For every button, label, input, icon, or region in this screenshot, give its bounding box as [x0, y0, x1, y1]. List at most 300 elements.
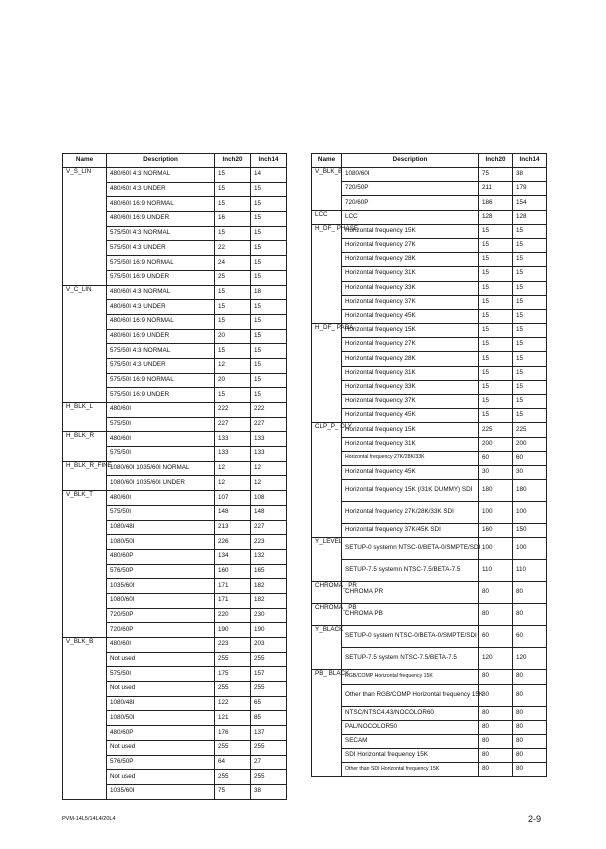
description-cell: Other than RGB/COMP Horizontal frequency 15K	[342, 684, 479, 706]
inch20-value: 128	[479, 210, 513, 224]
description-cell: 1035/60I	[107, 579, 215, 594]
table-row	[312, 182, 547, 196]
description-cell: 480/60I	[107, 491, 215, 506]
inch20-value: 176	[215, 726, 251, 741]
header-inch14: Inch14	[251, 154, 287, 168]
description-cell: Not used	[107, 652, 215, 667]
description-cell: 480/60I 4:3 NORMAL	[107, 168, 215, 183]
description-cell: 480/60I 16:9 UNDER	[107, 212, 215, 227]
inch14-value: 222	[251, 403, 287, 418]
description-cell: 1080/60I	[107, 593, 215, 608]
inch14-value: 14	[251, 168, 287, 183]
description-cell: 480/60I 4:3 UNDER	[107, 300, 215, 315]
description-cell: Horizontal frequency 28K	[342, 352, 479, 366]
table-row	[312, 224, 547, 238]
inch20-value: 15	[215, 197, 251, 212]
inch20-value: 200	[479, 437, 513, 451]
inch20-value: 60	[479, 451, 513, 465]
inch20-value: 80	[479, 604, 513, 626]
description-cell: 1080/60I	[342, 168, 479, 182]
inch20-value: 80	[479, 670, 513, 684]
description-cell: Other than SDI Horizontal frequency 15K	[342, 763, 479, 777]
inch20-value: 15	[479, 224, 513, 238]
inch14-value: 150	[513, 524, 547, 538]
description-cell: SETUP-7.5 system NTSC-7.5/BETA-7.5	[342, 648, 479, 670]
inch20-value: 107	[215, 491, 251, 506]
inch20-value: 75	[479, 168, 513, 182]
footer-model: PVM-14L5/14L4/20L4	[62, 816, 116, 822]
table-row	[312, 684, 547, 706]
inch14-value: 148	[251, 505, 287, 520]
inch20-value: 220	[215, 608, 251, 623]
table-row	[312, 734, 547, 748]
inch14-value: 15	[251, 241, 287, 256]
description-cell: 575/50I 16:9 UNDER	[107, 388, 215, 403]
inch20-value: 15	[479, 338, 513, 352]
inch14-value: 15	[251, 270, 287, 285]
description-cell: 575/50I 16:9 NORMAL	[107, 373, 215, 388]
inch14-value: 65	[251, 696, 287, 711]
inch20-value: 190	[215, 623, 251, 638]
inch14-value: 30	[513, 465, 547, 479]
inch14-value: 60	[513, 451, 547, 465]
table-row	[312, 238, 547, 252]
inch14-value: 15	[251, 388, 287, 403]
inch20-value: 15	[479, 267, 513, 281]
description-cell: 1080/48I	[107, 696, 215, 711]
description-cell: CHROMA PR	[342, 582, 479, 604]
description-cell: Horizontal frequency 15K	[342, 324, 479, 338]
description-cell: Not used	[107, 682, 215, 697]
inch14-value: 80	[513, 706, 547, 720]
description-cell: PAL/NOCOLOR50	[342, 720, 479, 734]
description-cell: Not used	[107, 740, 215, 755]
inch20-value: 110	[479, 560, 513, 582]
table-row	[312, 538, 547, 560]
inch20-value: 15	[215, 168, 251, 183]
description-cell: 480/60P	[107, 726, 215, 741]
description-cell: 480/60P	[107, 549, 215, 564]
inch14-value: 255	[251, 682, 287, 697]
table-row	[312, 352, 547, 366]
description-cell: 480/60I	[107, 403, 215, 418]
inch20-value: 255	[215, 652, 251, 667]
table-row	[63, 168, 287, 183]
inch14-value: 15	[513, 267, 547, 281]
inch14-value: 80	[513, 763, 547, 777]
description-cell: 1080/50I	[107, 711, 215, 726]
inch20-value: 120	[479, 648, 513, 670]
inch20-value: 222	[215, 403, 251, 418]
inch20-value: 15	[479, 309, 513, 323]
description-cell: Horizontal frequency 27K/28K/33K	[342, 451, 479, 465]
inch14-value: 15	[513, 395, 547, 409]
inch14-value: 15	[251, 256, 287, 271]
inch14-value: 223	[251, 535, 287, 550]
inch14-value: 227	[251, 520, 287, 535]
description-cell: 575/50I 16:9 NORMAL	[107, 256, 215, 271]
parameter-name: H_DF_ PARA	[312, 324, 342, 423]
description-cell: SDI Horizontal frequency 15K	[342, 749, 479, 763]
inch14-value: 15	[251, 373, 287, 388]
inch14-value: 132	[251, 549, 287, 564]
description-cell: SETUP-7.5 systemn NTSC-7.5/BETA-7.5	[342, 560, 479, 582]
right-table-header	[312, 154, 547, 168]
inch20-value: 75	[215, 784, 251, 799]
table-row	[312, 437, 547, 451]
description-cell: 720/60P	[342, 196, 479, 210]
table-row	[312, 626, 547, 648]
table-row	[312, 749, 547, 763]
parameter-name: CHROMA_ PB	[312, 604, 342, 626]
inch14-value: 80	[513, 749, 547, 763]
inch20-value: 20	[215, 373, 251, 388]
inch20-value: 160	[215, 564, 251, 579]
description-cell: 480/60I 4:3 UNDER	[107, 182, 215, 197]
inch20-value: 133	[215, 432, 251, 447]
inch14-value: 15	[251, 226, 287, 241]
table-row	[63, 285, 287, 300]
inch14-value: 27	[251, 755, 287, 770]
description-cell: SETUP-0 system NTSC-0/BETA-0/SMPTE/SDI	[342, 626, 479, 648]
inch20-value: 15	[215, 388, 251, 403]
description-cell: Horizontal frequency 45K	[342, 465, 479, 479]
inch14-value: 15	[251, 314, 287, 329]
inch20-value: 15	[479, 253, 513, 267]
inch14-value: 182	[251, 593, 287, 608]
inch20-value: 121	[215, 711, 251, 726]
parameter-name: H_BLK_L	[63, 403, 107, 432]
description-cell: Horizontal frequency 27K	[342, 338, 479, 352]
inch14-value: 80	[513, 684, 547, 706]
table-row	[312, 582, 547, 604]
inch14-value: 137	[251, 726, 287, 741]
inch20-value: 24	[215, 256, 251, 271]
inch20-value: 15	[215, 314, 251, 329]
description-cell: 720/50P	[107, 608, 215, 623]
table-row	[63, 491, 287, 506]
description-cell: Horizontal frequency 31K	[342, 267, 479, 281]
inch20-value: 15	[215, 226, 251, 241]
table-row	[312, 648, 547, 670]
description-cell: Horizontal frequency 45K	[342, 309, 479, 323]
description-cell: RGB/COMP Horizontal frequency 15K	[342, 670, 479, 684]
inch20-value: 25	[215, 270, 251, 285]
inch14-value: 133	[251, 432, 287, 447]
description-cell: 1080/50I	[107, 535, 215, 550]
table-row	[312, 604, 547, 626]
inch20-value: 134	[215, 549, 251, 564]
parameter-name: H_BLK_R_FINE	[63, 461, 107, 490]
inch20-value: 148	[215, 505, 251, 520]
left-table-header	[63, 154, 287, 168]
inch14-value: 15	[251, 344, 287, 359]
description-cell: SETUP-0 systemn NTSC-0/BETA-0/SMPTE/SDI	[342, 538, 479, 560]
inch20-value: 15	[479, 352, 513, 366]
inch20-value: 223	[215, 638, 251, 653]
left-adjustment-table	[62, 153, 287, 800]
description-cell: NTSC/NTSC4.43/NOCOLOR60	[342, 706, 479, 720]
description-cell: LCC	[342, 210, 479, 224]
inch14-value: 80	[513, 670, 547, 684]
table-row	[312, 465, 547, 479]
inch14-value: 60	[513, 626, 547, 648]
table-row	[312, 502, 547, 524]
inch14-value: 15	[513, 224, 547, 238]
parameter-name: H_DF_ PHASE	[312, 224, 342, 323]
description-cell: 575/50I	[107, 667, 215, 682]
header-inch20: Inch20	[479, 154, 513, 168]
table-row	[312, 281, 547, 295]
description-cell: Not used	[107, 770, 215, 785]
inch14-value: 157	[251, 667, 287, 682]
inch14-value: 190	[251, 623, 287, 638]
inch20-value: 15	[215, 300, 251, 315]
inch20-value: 180	[479, 480, 513, 502]
inch20-value: 16	[215, 212, 251, 227]
inch14-value: 15	[513, 409, 547, 423]
header-description: Description	[342, 154, 479, 168]
inch14-value: 128	[513, 210, 547, 224]
description-cell: Horizontal frequency 27K	[342, 238, 479, 252]
inch20-value: 80	[479, 749, 513, 763]
inch20-value: 15	[479, 366, 513, 380]
description-cell: 1080/48I	[107, 520, 215, 535]
inch20-value: 255	[215, 682, 251, 697]
description-cell: 480/60I 16:9 NORMAL	[107, 314, 215, 329]
inch20-value: 80	[479, 706, 513, 720]
parameter-name: CHROMA_ PR	[312, 582, 342, 604]
table-row	[63, 461, 287, 476]
description-cell: Horizontal frequency 15K	[342, 423, 479, 437]
header-inch20: Inch20	[215, 154, 251, 168]
inch20-value: 80	[479, 720, 513, 734]
description-cell: Horizontal frequency 33K	[342, 380, 479, 394]
table-row	[312, 423, 547, 437]
inch14-value: 15	[513, 352, 547, 366]
inch14-value: 108	[251, 491, 287, 506]
inch14-value: 225	[513, 423, 547, 437]
description-cell: 575/50I 4:3 NORMAL	[107, 344, 215, 359]
description-cell: Horizontal frequency 28K	[342, 253, 479, 267]
inch14-value: 154	[513, 196, 547, 210]
inch20-value: 12	[215, 461, 251, 476]
table-row	[63, 638, 287, 653]
inch20-value: 122	[215, 696, 251, 711]
header-name: Name	[312, 154, 342, 168]
description-cell: Horizontal frequency 45K	[342, 409, 479, 423]
table-row	[312, 524, 547, 538]
inch14-value: 80	[513, 720, 547, 734]
inch14-value: 12	[251, 461, 287, 476]
parameter-name: CLP_P_ DLY	[312, 423, 342, 538]
description-cell: Horizontal frequency 31K	[342, 437, 479, 451]
inch20-value: 100	[479, 538, 513, 560]
table-row	[312, 395, 547, 409]
header-description: Description	[107, 154, 215, 168]
description-cell: SECAM	[342, 734, 479, 748]
description-cell: 575/50I 4:3 UNDER	[107, 241, 215, 256]
inch14-value: 203	[251, 638, 287, 653]
table-row	[312, 409, 547, 423]
inch14-value: 227	[251, 417, 287, 432]
inch14-value: 230	[251, 608, 287, 623]
inch20-value: 175	[215, 667, 251, 682]
description-cell: 1035/60I	[107, 784, 215, 799]
inch20-value: 80	[479, 582, 513, 604]
table-row	[312, 168, 547, 182]
inch14-value: 100	[513, 502, 547, 524]
inch20-value: 80	[479, 763, 513, 777]
inch14-value: 38	[513, 168, 547, 182]
inch14-value: 110	[513, 560, 547, 582]
inch20-value: 211	[479, 182, 513, 196]
inch20-value: 171	[215, 579, 251, 594]
description-cell: 575/50I	[107, 447, 215, 462]
parameter-name: Y_BLACK	[312, 626, 342, 670]
table-row	[312, 253, 547, 267]
table-row	[312, 720, 547, 734]
inch20-value: 15	[479, 281, 513, 295]
inch14-value: 180	[513, 480, 547, 502]
description-cell: 575/50I	[107, 505, 215, 520]
inch20-value: 15	[479, 324, 513, 338]
inch14-value: 15	[513, 253, 547, 267]
inch14-value: 15	[251, 182, 287, 197]
inch14-value: 255	[251, 652, 287, 667]
table-row	[63, 432, 287, 447]
inch14-value: 179	[513, 182, 547, 196]
table-row	[312, 480, 547, 502]
inch20-value: 255	[215, 740, 251, 755]
parameter-name: Y_LEVEL	[312, 538, 342, 582]
inch14-value: 200	[513, 437, 547, 451]
inch14-value: 15	[251, 358, 287, 373]
inch14-value: 15	[513, 366, 547, 380]
description-cell: 1080/60I 1035/60I UNDER	[107, 476, 215, 491]
parameter-name: V_S_LIN	[63, 168, 107, 286]
inch14-value: 15	[513, 295, 547, 309]
description-cell: 480/60I	[107, 432, 215, 447]
inch20-value: 80	[479, 734, 513, 748]
description-cell: Horizontal frequency 37K	[342, 395, 479, 409]
description-cell: CHROMA PB	[342, 604, 479, 626]
description-cell: Horizontal frequency 37K/45K SDI	[342, 524, 479, 538]
inch20-value: 133	[215, 447, 251, 462]
table-row	[312, 338, 547, 352]
description-cell: 480/60I 16:9 UNDER	[107, 329, 215, 344]
description-cell: 1080/60I 1035/60I NORMAL	[107, 461, 215, 476]
header-name: Name	[63, 154, 107, 168]
description-cell: 720/60P	[107, 623, 215, 638]
description-cell: 575/50I 4:3 UNDER	[107, 358, 215, 373]
table-row	[312, 196, 547, 210]
inch14-value: 38	[251, 784, 287, 799]
description-cell: 480/60I	[107, 638, 215, 653]
inch20-value: 30	[479, 465, 513, 479]
inch14-value: 165	[251, 564, 287, 579]
inch20-value: 213	[215, 520, 251, 535]
inch14-value: 15	[251, 212, 287, 227]
description-cell: Horizontal frequency 33K	[342, 281, 479, 295]
inch20-value: 20	[215, 329, 251, 344]
inch20-value: 15	[479, 380, 513, 394]
table-row	[312, 366, 547, 380]
table-row	[312, 309, 547, 323]
description-cell: Horizontal frequency 15K	[342, 224, 479, 238]
table-row	[312, 451, 547, 465]
inch20-value: 186	[479, 196, 513, 210]
description-cell: 576/50P	[107, 755, 215, 770]
inch14-value: 100	[513, 538, 547, 560]
inch20-value: 64	[215, 755, 251, 770]
inch14-value: 255	[251, 740, 287, 755]
description-cell: 720/50P	[342, 182, 479, 196]
inch14-value: 18	[251, 285, 287, 300]
inch20-value: 226	[215, 535, 251, 550]
description-cell: Horizontal frequency 27K/28K/33K SDI	[342, 502, 479, 524]
parameter-name: PB_ BLACK	[312, 670, 342, 777]
table-row	[312, 706, 547, 720]
inch20-value: 15	[479, 295, 513, 309]
inch20-value: 15	[479, 409, 513, 423]
inch14-value: 15	[251, 197, 287, 212]
inch20-value: 100	[479, 502, 513, 524]
inch14-value: 15	[513, 238, 547, 252]
inch20-value: 12	[215, 476, 251, 491]
inch14-value: 255	[251, 770, 287, 785]
parameter-name: V_BLK_B	[63, 638, 107, 800]
description-cell: Horizontal frequency 15K (/31K DUMMY) SDI	[342, 480, 479, 502]
parameter-name: V_C_LIN	[63, 285, 107, 403]
inch14-value: 85	[251, 711, 287, 726]
inch14-value: 15	[251, 329, 287, 344]
right-adjustment-table	[311, 153, 547, 777]
inch14-value: 15	[513, 281, 547, 295]
description-cell: 480/60I 16:9 NORMAL	[107, 197, 215, 212]
table-row	[312, 295, 547, 309]
inch20-value: 160	[479, 524, 513, 538]
inch14-value: 80	[513, 734, 547, 748]
table-row	[312, 210, 547, 224]
inch20-value: 15	[479, 395, 513, 409]
parameter-name: V_BLK_B	[312, 168, 342, 211]
inch20-value: 22	[215, 241, 251, 256]
table-row	[63, 403, 287, 418]
header-inch14: Inch14	[513, 154, 547, 168]
inch20-value: 15	[215, 344, 251, 359]
table-row	[312, 763, 547, 777]
parameter-name: LCC	[312, 210, 342, 224]
table-row	[312, 670, 547, 684]
parameter-name: V_BLK_T	[63, 491, 107, 638]
inch20-value: 227	[215, 417, 251, 432]
inch14-value: 80	[513, 582, 547, 604]
inch20-value: 80	[479, 684, 513, 706]
inch14-value: 12	[251, 476, 287, 491]
inch14-value: 15	[513, 338, 547, 352]
inch14-value: 15	[251, 300, 287, 315]
description-cell: 575/50I	[107, 417, 215, 432]
description-cell: 480/60I 4:3 NORMAL	[107, 285, 215, 300]
inch20-value: 15	[215, 182, 251, 197]
inch14-value: 15	[513, 309, 547, 323]
description-cell: 575/50I 16:9 UNDER	[107, 270, 215, 285]
inch14-value: 120	[513, 648, 547, 670]
inch20-value: 60	[479, 626, 513, 648]
inch14-value: 80	[513, 604, 547, 626]
table-row	[312, 380, 547, 394]
